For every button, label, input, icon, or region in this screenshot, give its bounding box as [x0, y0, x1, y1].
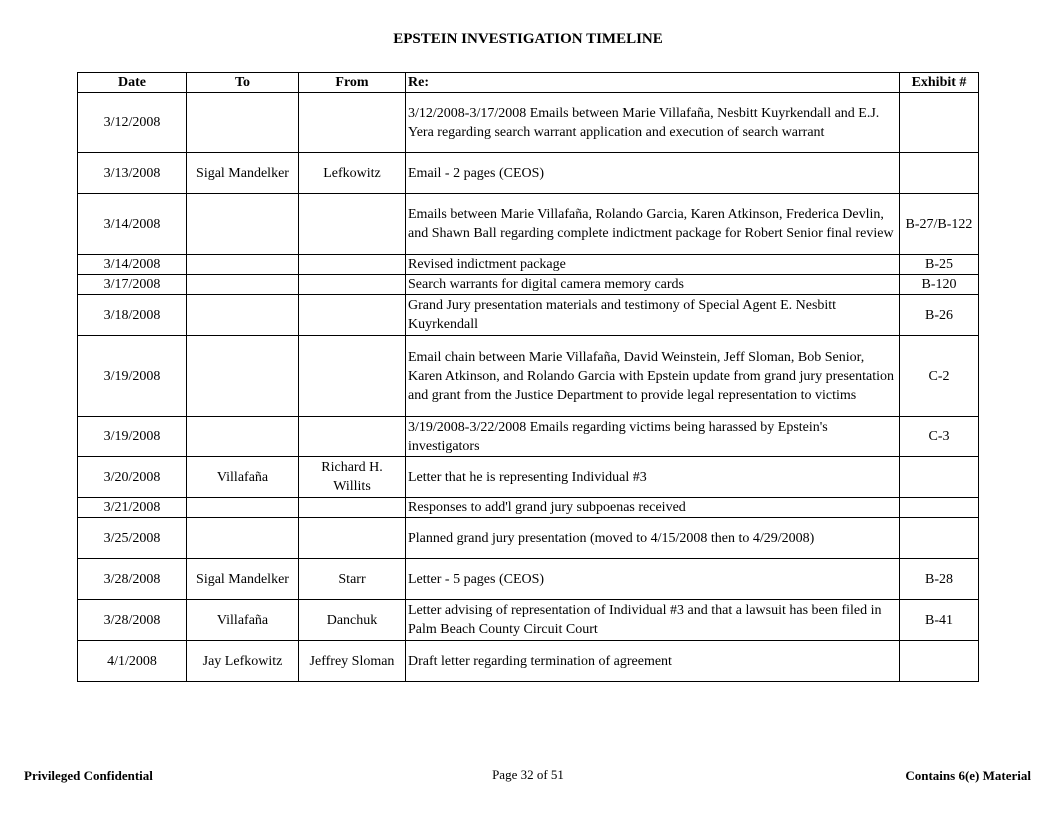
document-title: EPSTEIN INVESTIGATION TIMELINE — [393, 31, 663, 47]
cell-from — [299, 194, 406, 255]
cell-date: 3/13/2008 — [78, 153, 187, 194]
table-row — [78, 641, 979, 682]
cell-re: Letter that he is representing Individual #3 — [406, 457, 900, 498]
cell-re: Email - 2 pages (CEOS) — [406, 153, 900, 194]
table-row — [78, 518, 979, 559]
header-to: To — [187, 73, 299, 93]
timeline-table — [77, 72, 979, 682]
table-row — [78, 194, 979, 255]
cell-date: 3/20/2008 — [78, 457, 187, 498]
cell-exhibit: B-120 — [900, 275, 979, 295]
cell-to: Villafaña — [187, 457, 299, 498]
header-from: From — [299, 73, 406, 93]
footer-privileged: Privileged Confidential — [24, 768, 153, 783]
cell-re: 3/19/2008-3/22/2008 Emails regarding victims being harassed by Epstein's investigators — [406, 417, 900, 457]
footer-6e-notice: Contains 6(e) Material — [905, 768, 1031, 783]
cell-date: 3/28/2008 — [78, 600, 187, 641]
cell-re: Grand Jury presentation materials and testimony of Special Agent E. Nesbitt Kuyrkendall — [406, 295, 900, 336]
cell-exhibit — [900, 498, 979, 518]
cell-from — [299, 255, 406, 275]
table-row — [78, 559, 979, 600]
header-date: Date — [78, 73, 187, 93]
cell-exhibit — [900, 93, 979, 153]
cell-exhibit — [900, 153, 979, 194]
cell-exhibit: B-25 — [900, 255, 979, 275]
cell-date: 3/14/2008 — [78, 194, 187, 255]
cell-re: Revised indictment package — [406, 255, 900, 275]
table-row — [78, 417, 979, 457]
cell-exhibit: B-41 — [900, 600, 979, 641]
page-number: Page 32 of 51 — [492, 767, 564, 782]
cell-date: 3/19/2008 — [78, 336, 187, 417]
table-row — [78, 457, 979, 498]
cell-date: 3/19/2008 — [78, 417, 187, 457]
cell-from — [299, 518, 406, 559]
cell-re: Draft letter regarding termination of agreement — [406, 641, 900, 682]
cell-re: Responses to add'l grand jury subpoenas received — [406, 498, 900, 518]
cell-to — [187, 275, 299, 295]
cell-from: Starr — [299, 559, 406, 600]
cell-from — [299, 417, 406, 457]
cell-date: 3/17/2008 — [78, 275, 187, 295]
table-row — [78, 336, 979, 417]
cell-to — [187, 255, 299, 275]
cell-exhibit — [900, 518, 979, 559]
table-row — [78, 295, 979, 336]
cell-from: Lefkowitz — [299, 153, 406, 194]
cell-date: 3/28/2008 — [78, 559, 187, 600]
cell-from: Jeffrey Sloman — [299, 641, 406, 682]
table-row — [78, 93, 979, 153]
table-row — [78, 600, 979, 641]
cell-re: Emails between Marie Villafaña, Rolando Garcia, Karen Atkinson, Frederica Devlin, and Shawn Ball regarding complete indictment package for Robert Senior final review — [406, 194, 900, 255]
table-row — [78, 275, 979, 295]
cell-date: 4/1/2008 — [78, 641, 187, 682]
cell-re: Email chain between Marie Villafaña, David Weinstein, Jeff Sloman, Bob Senior, Karen Atkinson, and Rolando Garcia with Epstein update from grand jury presentation and grant from the Justice Department to provide legal representation to victims — [406, 336, 900, 417]
table-row — [78, 255, 979, 275]
cell-re: 3/12/2008-3/17/2008 Emails between Marie Villafaña, Nesbitt Kuyrkendall and E.J. Yera regarding search warrant application and execution of search warrant — [406, 93, 900, 153]
table-row — [78, 498, 979, 518]
table-row — [78, 153, 979, 194]
cell-from: Danchuk — [299, 600, 406, 641]
cell-exhibit: B-26 — [900, 295, 979, 336]
cell-from — [299, 275, 406, 295]
header-row — [78, 73, 979, 93]
cell-to: Jay Lefkowitz — [187, 641, 299, 682]
cell-to — [187, 336, 299, 417]
cell-date: 3/14/2008 — [78, 255, 187, 275]
cell-exhibit: C-2 — [900, 336, 979, 417]
cell-to — [187, 518, 299, 559]
cell-to: Villafaña — [187, 600, 299, 641]
cell-from: Richard H. Willits — [299, 457, 406, 498]
cell-from — [299, 93, 406, 153]
cell-date: 3/12/2008 — [78, 93, 187, 153]
cell-to — [187, 498, 299, 518]
cell-exhibit — [900, 457, 979, 498]
cell-re: Letter advising of representation of Individual #3 and that a lawsuit has been filed in Palm Beach County Circuit Court — [406, 600, 900, 641]
cell-re: Letter - 5 pages (CEOS) — [406, 559, 900, 600]
cell-to: Sigal Mandelker — [187, 153, 299, 194]
cell-exhibit: C-3 — [900, 417, 979, 457]
cell-to: Sigal Mandelker — [187, 559, 299, 600]
cell-from — [299, 498, 406, 518]
cell-exhibit: B-27/B-122 — [900, 194, 979, 255]
cell-date: 3/21/2008 — [78, 498, 187, 518]
cell-from — [299, 295, 406, 336]
cell-date: 3/18/2008 — [78, 295, 187, 336]
cell-re: Search warrants for digital camera memory cards — [406, 275, 900, 295]
cell-from — [299, 336, 406, 417]
cell-re: Planned grand jury presentation (moved to 4/15/2008 then to 4/29/2008) — [406, 518, 900, 559]
header-exhibit: Exhibit # — [900, 73, 979, 93]
cell-to — [187, 93, 299, 153]
cell-exhibit: B-28 — [900, 559, 979, 600]
cell-exhibit — [900, 641, 979, 682]
cell-date: 3/25/2008 — [78, 518, 187, 559]
cell-to — [187, 417, 299, 457]
cell-to — [187, 194, 299, 255]
header-re: Re: — [406, 73, 900, 93]
cell-to — [187, 295, 299, 336]
